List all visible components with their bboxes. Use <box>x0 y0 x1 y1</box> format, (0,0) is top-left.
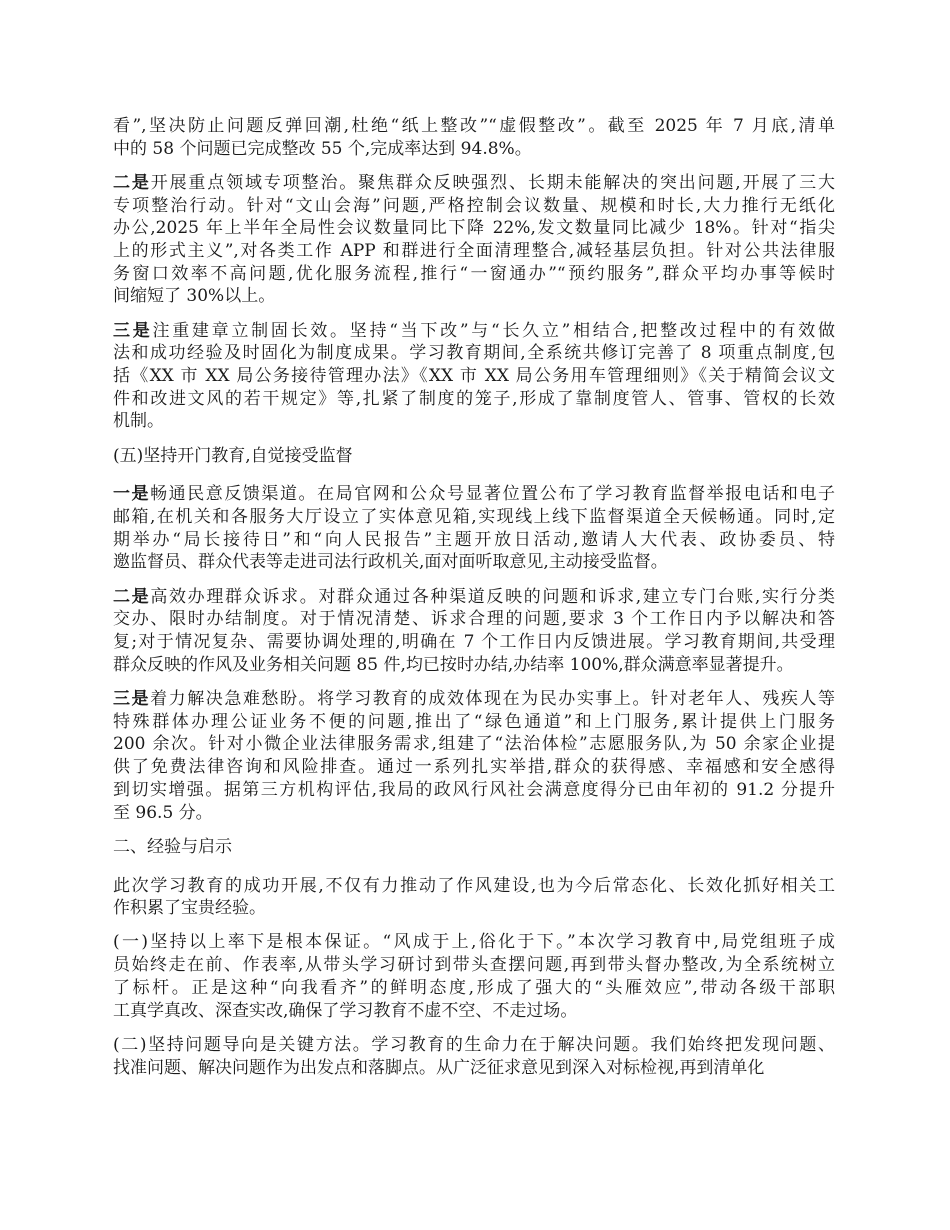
line-text: 二、经验与启示 <box>113 836 232 857</box>
text-line <box>113 506 835 529</box>
paragraph <box>113 586 835 677</box>
text-line <box>113 342 835 365</box>
text-line <box>113 1034 835 1057</box>
line-text: 畅通民意反馈渠道。在局官网和公众号显著位置公布了学习教育监督举报电话和电子 <box>150 484 836 505</box>
line-text: 邀监督员、群众代表等走进司法行政机关,面对面听取意见,主动接受监督。 <box>113 552 668 573</box>
text-line <box>113 365 835 388</box>
line-text: 到切实增强。据第三方机构评估,我局的政风行风社会满意度得分已由年初的 91.2 分提升 <box>113 779 835 800</box>
section-heading <box>113 836 835 859</box>
paragraph-lead: 三是 <box>113 689 151 710</box>
paragraph <box>113 115 835 160</box>
text-line <box>113 263 835 286</box>
line-text: 中的 58 个问题已完成整改 55 个,完成率达到 94.8%。 <box>113 138 532 159</box>
line-text: 专项整治行动。针对“文山会海”问题,严格控制会议数量、规模和时长,大力推行无纸化 <box>113 195 835 216</box>
text-line <box>113 410 835 433</box>
line-text: (二)坚持问题导向是关键方法。学习教育的生命力在于解决问题。我们始终把发现问题、 <box>113 1034 835 1055</box>
line-text: 高效办理群众诉求。对群众通过各种渠道反映的问题和诉求,建立专门台账,实行分类 <box>150 586 835 607</box>
line-text: 看”,坚决防止问题反弹回潮,杜绝“纸上整改”“虚假整改”。截至 2025 年 7 月底,清单 <box>113 116 835 136</box>
line-text: (五)坚持开门教育,自觉接受监督 <box>113 445 353 466</box>
line-text: 着力解决急难愁盼。将学习教育的成效体现在为民办实事上。针对老年人、残疾人等 <box>150 689 836 710</box>
text-line <box>113 586 835 609</box>
line-text: 至 96.5 分。 <box>113 802 213 823</box>
line-text: 括《XX 市 XX 局公务接待管理办法》《XX 市 XX 局公务用车管理细则》《关于精简会议文 <box>113 366 835 387</box>
document-page <box>113 115 835 1091</box>
text-line <box>113 1000 835 1023</box>
text-line <box>113 654 835 677</box>
text-line <box>113 285 835 308</box>
section-heading <box>113 445 835 468</box>
line-text: 法和成功经验及时固化为制度成果。学习教育期间,全系统共修订完善了 8 项重点制度,包 <box>113 343 835 364</box>
text-line <box>113 875 835 898</box>
text-line <box>113 195 835 218</box>
paragraph-lead: 二是 <box>113 172 151 193</box>
line-text: 工真学真改、深查实改,确保了学习教育不虚不空、不走过场。 <box>113 1000 578 1021</box>
paragraph <box>113 875 835 920</box>
line-text: 上的形式主义”,对各类工作 APP 和群进行全面清理整合,减轻基层负担。针对公共法律服 <box>113 241 835 262</box>
paragraph <box>113 931 835 1022</box>
text-line <box>113 445 835 468</box>
paragraph <box>113 483 835 574</box>
text-line <box>113 483 835 506</box>
line-text: 务窗口效率不高问题,优化服务流程,推行“一窗通办”“预约服务”,群众平均办事等候时 <box>113 263 835 284</box>
line-text: 200 余次。针对小微企业法律服务需求,组建了“法治体检”志愿服务队,为 50 余家企业提 <box>113 734 835 755</box>
line-text: 邮箱,在机关和各服务大厅设立了实体意见箱,实现线上线下监督渠道全天候畅通。同时,定 <box>113 507 835 528</box>
paragraph <box>113 1034 835 1079</box>
line-text: 办公,2025 年上半年全局性会议数量同比下降 22%,发文数量同比减少 18%。针对“指尖 <box>113 218 835 239</box>
text-line <box>113 977 835 1000</box>
text-line <box>113 733 835 756</box>
paragraph-lead: 二是 <box>113 586 151 607</box>
line-text: 期举办“局长接待日”和“向人民报告”主题开放日活动,邀请人大代表、政协委员、特 <box>113 529 835 550</box>
line-text: 注重建章立制固长效。坚持“当下改”与“长久立”相结合,把整改过程中的有效做 <box>152 320 835 341</box>
line-text: 开展重点领域专项整治。聚焦群众反映强烈、长期未能解决的突出问题,开展了三大 <box>150 172 835 193</box>
text-line <box>113 897 835 920</box>
line-text: 供了免费法律咨询和风险排查。通过一系列扎实举措,群众的获得感、幸福感和安全感得 <box>113 757 835 778</box>
text-line <box>113 802 835 825</box>
text-line <box>113 756 835 779</box>
text-line <box>113 711 835 734</box>
text-line <box>113 388 835 411</box>
text-line <box>113 551 835 574</box>
line-text: 找准问题、解决问题作为出发点和落脚点。从广泛征求意见到深入对标检视,再到清单化 <box>113 1057 765 1078</box>
line-text: 了标杆。正是这种“向我看齐”的鲜明态度,形成了强大的“头雁效应”,带动各级干部职 <box>113 977 835 998</box>
line-text: 复;对于情况复杂、需要协调处理的,明确在 7 个工作日内反馈进展。学习教育期间,共受理 <box>113 632 835 653</box>
text-line <box>113 608 835 631</box>
text-line <box>113 529 835 552</box>
line-text: 件和改进文风的若干规定》等,扎紧了制度的笼子,形成了靠制度管人、管事、管权的长效 <box>113 388 835 409</box>
text-line <box>113 688 835 711</box>
paragraph-lead: 三是 <box>113 320 153 341</box>
line-text: 此次学习教育的成功开展,不仅有力推动了作风建设,也为今后常态化、长效化抓好相关工 <box>113 875 835 896</box>
text-line <box>113 954 835 977</box>
text-line <box>113 631 835 654</box>
text-line <box>113 779 835 802</box>
text-line <box>113 836 835 859</box>
line-text: 特殊群体办理公证业务不便的问题,推出了“绿色通道”和上门服务,累计提供上门服务 <box>113 711 835 732</box>
text-line <box>113 115 835 138</box>
text-line <box>113 931 835 954</box>
paragraph <box>113 320 835 433</box>
text-line <box>113 217 835 240</box>
text-line <box>113 1057 835 1080</box>
text-line <box>113 240 835 263</box>
line-text: 作积累了宝贵经验。 <box>113 898 266 919</box>
line-text: (一)坚持以上率下是根本保证。“风成于上,俗化于下。”本次学习教育中,局党组班子成 <box>113 932 835 953</box>
line-text: 员始终走在前、作表率,从带头学习研讨到带头查摆问题,再到带头督办整改,为全系统树立 <box>113 955 835 976</box>
paragraph-lead: 一是 <box>113 484 151 505</box>
text-line <box>113 172 835 195</box>
paragraph <box>113 688 835 824</box>
line-text: 群众反映的作风及业务相关问题 85 件,均已按时办结,办结率 100%,群众满意率显著提升。 <box>113 654 794 675</box>
text-line <box>113 320 835 343</box>
text-line <box>113 138 835 161</box>
line-text: 机制。 <box>113 411 164 432</box>
line-text: 间缩短了 30%以上。 <box>113 286 276 307</box>
paragraph <box>113 172 835 308</box>
line-text: 交办、限时办结制度。对于情况清楚、诉求合理的问题,要求 3 个工作日内予以解决和答 <box>113 609 835 630</box>
